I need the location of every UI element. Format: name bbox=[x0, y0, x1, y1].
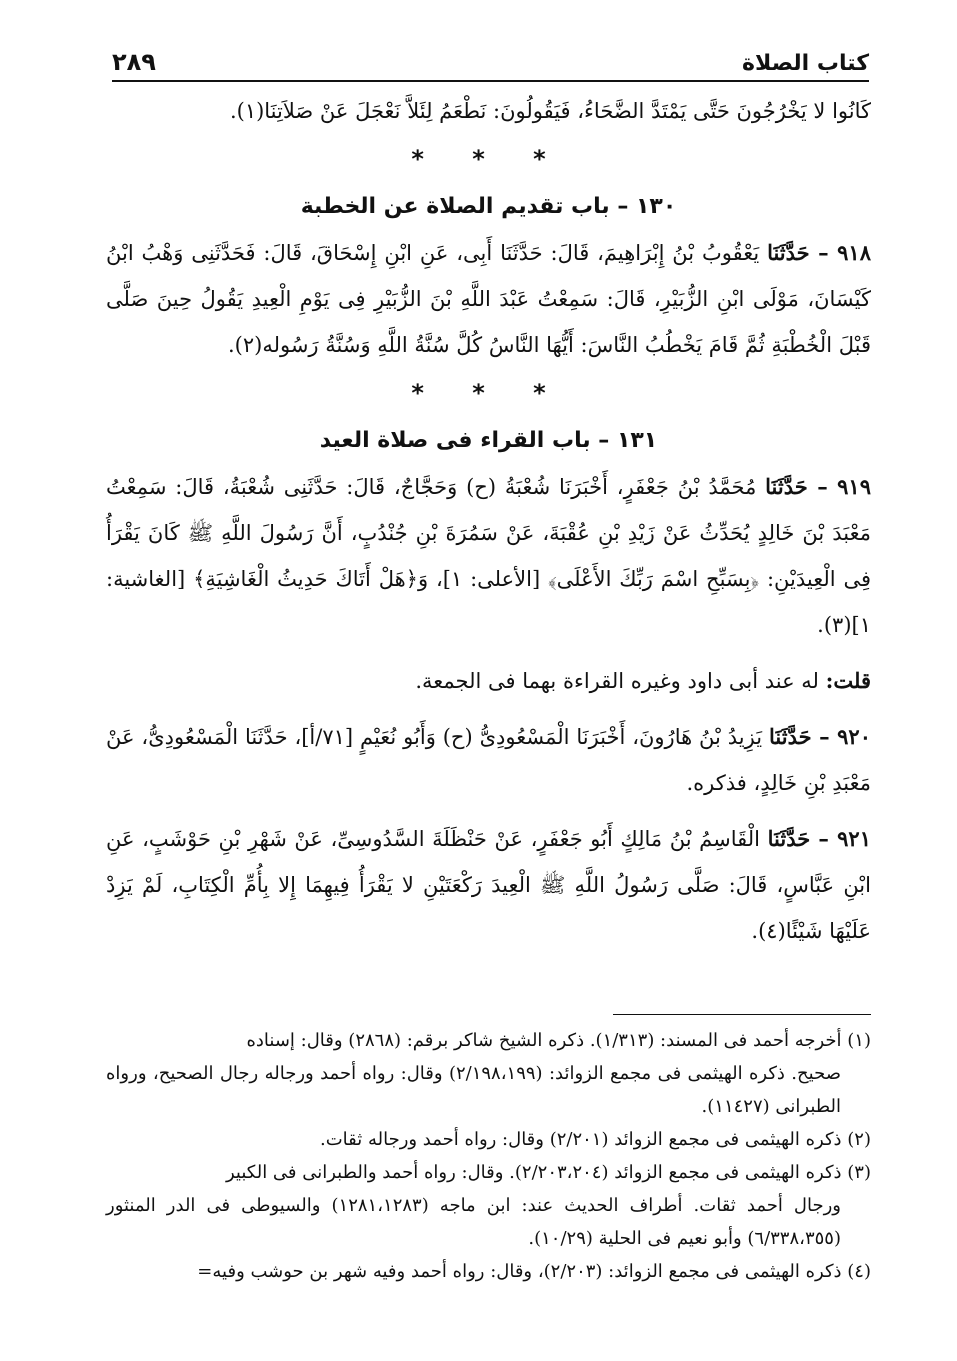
section-divider-stars: * * * bbox=[411, 145, 566, 173]
footnotes bbox=[106, 1024, 871, 1288]
qult-label: قلت: bbox=[825, 668, 871, 693]
hadith-919-text: مُحَمَّدُ بْنُ جَعْفَرٍ، أَخْبَرَنَا شُعْبَةُ (ح) وَحَجَّاجٌ، قَالَ: حَدَّثَنِى شُعْبَةُ، قَالَ: سَمِعْتُ مَعْبَدَ بْنَ خَالِدٍ يُحَدِّثُ عَنْ زَيْدِ بْنِ عُقْبَةَ، عَنْ سَمُرَةَ بْنِ جُنْدُبٍ، أَنَّ رَسُولَ اللَّهِ ﷺ كَانَ يَقْرَأُ فِى الْعِيدَيْنِ: ﴿بِسَبِّحِ اسْمَ رَبِّكَ الأَعْلَى﴾ [الأعلى: ١]، وَ﴿هَلْ أَتَاكَ حَدِيثُ الْغَاشِيَةِ﴾ [الغاشية: ١](٣). bbox=[106, 475, 871, 637]
footnote-1 bbox=[106, 1024, 871, 1123]
chapter-heading-130: ١٣٠ – باب تقديم الصلاة عن الخطبة bbox=[300, 194, 677, 219]
hadith-921 bbox=[106, 816, 871, 954]
book-title: كتاب الصلاة bbox=[742, 51, 869, 76]
opening-line: كَانُوا لا يَخْرُجُونَ حَتَّى يَمْتَدَّ الضَّحَاءُ، فَيَقُولُونَ: نَطْعَمُ لِئَلاَّ نَعْجَلَ عَنْ صَلاَتِنَا(١). bbox=[229, 99, 871, 123]
footnote-3 bbox=[106, 1156, 871, 1255]
section-divider-stars: * * * bbox=[411, 379, 566, 407]
footnote-3-first: (٣) ذكره الهيثمى فى مجمع الزوائد (٢/٢٠٣،٢٠٤). وقال: رواه أحمد والطبرانى فى الكبير bbox=[225, 1162, 871, 1183]
footnote-4-first: (٤) ذكره الهيثمى فى مجمع الزوائد: (٢/٢٠٣)، وقال: رواه أحمد وفيه شهر بن حوشب وفيه= bbox=[197, 1261, 871, 1282]
page-number: ٢٨٩ bbox=[112, 48, 156, 76]
hadith-918-text: يَعْقُوبُ بْنُ إِبْرَاهِيمَ، قَالَ: حَدَّثَنَا أَبِى، عَنِ ابْنِ إِسْحَاقَ، قَالَ: فَحَدَّثَنِى وَهْبُ ابْنُ كَيْسَانَ، مَوْلَى ابْنِ الزُّبَيْرِ، قَالَ: سَمِعْتُ عَبْدَ اللَّهِ بْنَ الزُّبَيْرِ فِى يَوْمِ الْعِيدِ يَقُولُ حِينَ صَلَّى قَبْلَ الْخُطْبَةِ ثُمَّ قَامَ يَخْطُبُ النَّاسَ: أَيُّهَا النَّاسُ كُلَّ سُنَّةُ اللَّهِ وَسُنَّةُ رَسُوله(٢). bbox=[106, 241, 871, 357]
footnote-1-rest: صحيح. ذكره الهيثمى فى مجمع الزوائد: (٢/١٩٨،١٩٩) وقال: رواه أحمد ورجاله رجال الصحيح، ورواه الطبرانى (١١٤٢٧). bbox=[106, 1063, 841, 1117]
page-body bbox=[106, 88, 871, 954]
chapter-heading-131: ١٣١ – باب القراء فى صلاة العيد bbox=[319, 428, 658, 453]
hadith-919-number: ٩١٩ – حَدَّثَنَا bbox=[765, 474, 871, 499]
footnote-separator bbox=[613, 1014, 871, 1015]
hadith-920-number: ٩٢٠ – حَدَّثَنَا bbox=[769, 724, 871, 749]
hadith-920 bbox=[106, 714, 871, 806]
hadith-920-text: يَزِيدُ بْنُ هَارُونَ، أَخْبَرَنَا الْمَسْعُودِىُّ (ح) وَأَبُو نُعَيْمٍ [٧١/أ]، حَدَّثَنَا الْمَسْعُودِىُّ، عَنْ مَعْبَدِ بْنِ خَالِدٍ، فذكره. bbox=[106, 725, 871, 795]
hadith-921-number: ٩٢١ – حَدَّثَنَا bbox=[767, 826, 871, 851]
footnote-2-first: (٢) ذكره الهيثمى فى مجمع الزوائد (٢/٢٠١) وقال: رواه أحمد ورجاله ثقات. bbox=[319, 1129, 871, 1150]
footnote-2 bbox=[106, 1123, 871, 1156]
qult-text: له عند أبى داود وغيره القراءة بهما فى الجمعة. bbox=[415, 669, 819, 693]
hadith-921-text: الْقَاسِمُ بْنُ مَالِكٍ أَبُو جَعْفَرٍ، عَنْ حَنْظَلَةَ السَّدُوسِىِّ، عَنْ شَهْرِ بْنِ حَوْشَبٍ، عَنِ ابْنِ عَبَّاسٍ، قَالَ: صَلَّى رَسُولُ اللَّهِ ﷺ الْعِيدَ رَكْعَتَيْنِ لا يَقْرَأُ فِيهِمَا إِلا بِأُمِّ الْكِتَابِ، لَمْ يَزِدْ عَلَيْهَا شَيْئًا(٤). bbox=[106, 827, 871, 943]
footnote-4 bbox=[106, 1255, 871, 1288]
footnote-3-rest: ورجال أحمد ثقات. أطراف الحديث عند: ابن ماجه (١٢٨١،١٢٨٣) والسيوطى فى الدر المنثور (٦/٣٣٨،٣٥٥) وأبو نعيم فى الحلية (١٠/٢٩). bbox=[106, 1195, 841, 1249]
hadith-919 bbox=[106, 464, 871, 648]
page-header bbox=[112, 36, 869, 82]
qult-note bbox=[106, 658, 871, 704]
footnote-1-first: (١) أخرجه أحمد فى المسند: (١/٣١٣). ذكره الشيخ شاكر برقم: (٢٨٦٨) وقال: إسناده bbox=[246, 1030, 871, 1051]
hadith-918-number: ٩١٨ – حَدَّثَنَا bbox=[767, 240, 871, 265]
hadith-918 bbox=[106, 230, 871, 368]
